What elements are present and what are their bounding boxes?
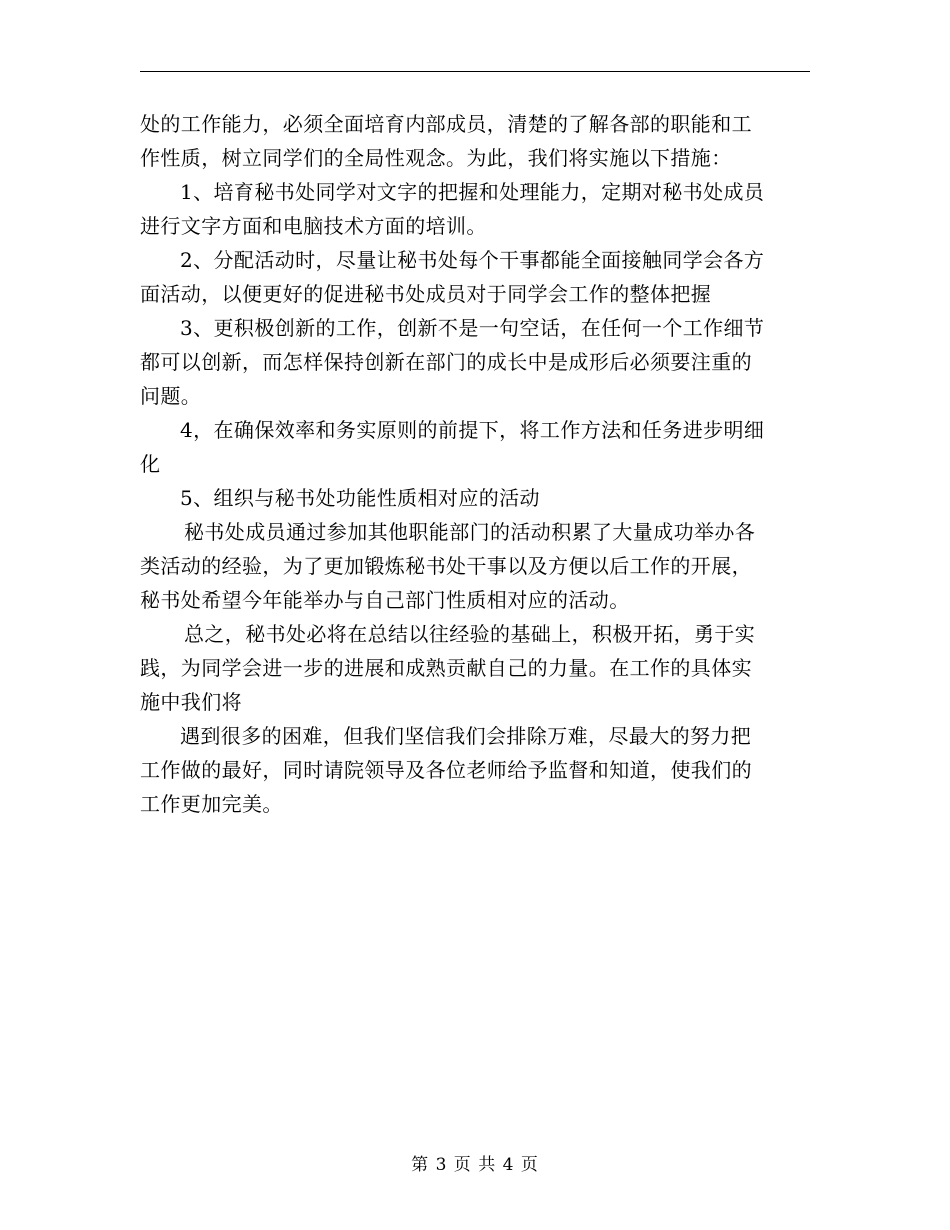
list-item-4: 4，在确保效率和务实原则的前提下，将工作方法和任务进步明细 (180, 418, 765, 442)
page-footer (0, 1154, 950, 1176)
text-line: 秘书处希望今年能举办与自己部门性质相对应的活动。 (140, 588, 630, 612)
header-rule (140, 71, 810, 72)
text-line: 进行文字方面和电脑技术方面的培训。 (140, 214, 487, 238)
text-line: 处的工作能力，必须全面培育内部成员，清楚的了解各部的职能和工 (140, 112, 752, 136)
text-line: 工作更加完美。 (140, 792, 283, 816)
text-line: 作性质，树立同学们的全局性观念。为此，我们将实施以下措施： (140, 146, 732, 170)
text-line: 践，为同学会进一步的进展和成熟贡献自己的力量。在工作的具体实 (140, 656, 752, 680)
list-item-1: 1、培育秘书处同学对文字的把握和处理能力，定期对秘书处成员 (180, 180, 765, 204)
paragraph-start: 秘书处成员通过参加其他职能部门的活动积累了大量成功举办各 (184, 520, 756, 544)
text-line: 工作做的最好，同时请院领导及各位老师给予监督和知道，使我们的 (140, 758, 752, 782)
list-item-3: 3、更积极创新的工作，创新不是一句空话，在任何一个工作细节 (180, 316, 765, 340)
text-line: 面活动，以便更好的促进秘书处成员对于同学会工作的整体把握 (140, 282, 712, 306)
page-number-label: 第 3 页 共 4 页 (411, 1155, 539, 1175)
paragraph-start: 总之，秘书处必将在总结以往经验的基础上，积极开拓，勇于实 (184, 622, 756, 646)
text-line: 类活动的经验，为了更加锻炼秘书处干事以及方便以后工作的开展， (140, 554, 752, 578)
paragraph-start: 遇到很多的困难，但我们坚信我们会排除万难，尽最大的努力把 (180, 724, 752, 748)
text-line: 化 (140, 452, 161, 476)
text-line: 都可以创新，而怎样保持创新在部门的成长中是成形后必须要注重的 (140, 350, 752, 374)
text-line: 问题。 (140, 384, 202, 408)
list-item-2: 2、分配活动时，尽量让秘书处每个干事都能全面接触同学会各方 (180, 248, 765, 272)
list-item-5: 5、组织与秘书处功能性质相对应的活动 (180, 486, 540, 510)
text-line: 施中我们将 (140, 690, 242, 714)
body-text (140, 107, 815, 821)
